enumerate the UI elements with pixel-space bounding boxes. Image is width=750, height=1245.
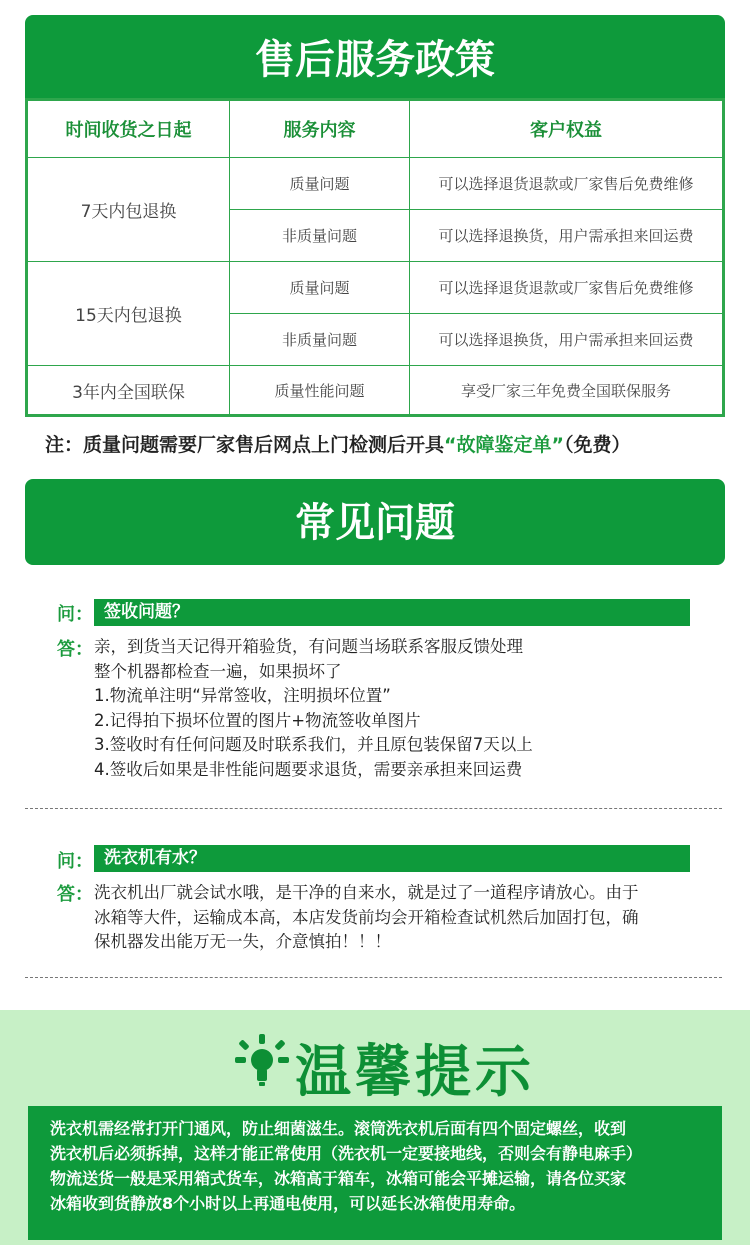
rights-cell: 可以选择退换货，用户需承担来回运费 <box>410 210 724 262</box>
answer-line: 1.物流单注明“异常签收，注明损坏位置” <box>94 686 391 705</box>
answer-line: 2.记得拍下损坏位置的图片+物流签收单图片 <box>94 710 421 730</box>
question-label: 问： <box>57 851 93 872</box>
answer-line: 保机器发出能万无一失，介意慎拍！！！ <box>94 932 391 951</box>
period-cell: 7天内包退换 <box>27 158 230 262</box>
note-suffix: （免费） <box>564 434 631 456</box>
table-row <box>27 158 724 210</box>
table-row <box>27 262 724 314</box>
lightbulb-icon <box>233 1032 291 1094</box>
faq-question-2: 洗衣机有水？ <box>94 845 690 872</box>
tips-line: 冰箱收到货静放8个小时以上再通电使用，可以延长冰箱使用寿命。 <box>50 1194 526 1213</box>
faq-title-banner: 常见问题 <box>25 479 725 565</box>
policy-table <box>25 98 725 417</box>
policy-note <box>45 430 631 457</box>
tips-box <box>28 1106 722 1240</box>
policy-title-banner: 售后服务政策 <box>25 15 725 101</box>
divider <box>25 808 722 809</box>
answer-line: 亲，到货当天记得开箱验货，有问题当场联系客服反馈处理 <box>94 637 523 656</box>
rights-cell: 可以选择退货退款或厂家售后免费维修 <box>410 262 724 314</box>
header-period: 时间收货之日起 <box>27 100 230 158</box>
answer-line: 冰箱等大件，运输成本高，本店发货前均会开箱检查试机然后加固打包，确 <box>94 907 639 927</box>
answer-line: 3.签收时有任何问题及时联系我们，并且原包装保留7天以上 <box>94 735 533 754</box>
tips-section <box>0 1010 750 1245</box>
table-header-row <box>27 100 724 158</box>
note-highlight: “故障鉴定单” <box>444 434 564 456</box>
content-cell: 非质量问题 <box>230 210 410 262</box>
content-cell: 质量性能问题 <box>230 366 410 416</box>
content-cell: 质量问题 <box>230 158 410 210</box>
answer-label: 答： <box>57 884 93 905</box>
rights-cell: 享受厂家三年免费全国联保服务 <box>410 366 724 416</box>
rights-cell: 可以选择退货退款或厂家售后免费维修 <box>410 158 724 210</box>
tips-line: 洗衣机后必须拆掉，这样才能正常使用（洗衣机一定要接地线，否则会有静电麻手） <box>50 1144 643 1163</box>
faq-answer-1 <box>94 635 533 782</box>
table-row <box>27 366 724 416</box>
content-cell: 质量问题 <box>230 262 410 314</box>
question-label: 问： <box>57 604 93 625</box>
content-cell: 非质量问题 <box>230 314 410 366</box>
tips-line: 物流送货一般是采用箱式货车，冰箱高于箱车，冰箱可能会平摊运输，请各位买家 <box>50 1169 627 1188</box>
header-content: 服务内容 <box>230 100 410 158</box>
note-prefix: 注：质量问题需要厂家售后网点上门检测后开具 <box>45 434 445 456</box>
header-rights: 客户权益 <box>410 100 724 158</box>
faq-question-1: 签收问题？ <box>94 599 690 626</box>
tips-line: 洗衣机需经常打开门通风，防止细菌滋生。滚筒洗衣机后面有四个固定螺丝，收到 <box>50 1119 627 1138</box>
rights-cell: 可以选择退换货，用户需承担来回运费 <box>410 314 724 366</box>
answer-line: 整个机器都检查一遍，如果损坏了 <box>94 661 342 681</box>
period-cell: 3年内全国联保 <box>27 366 230 416</box>
answer-label: 答： <box>57 639 93 660</box>
divider <box>25 977 722 978</box>
period-cell: 15天内包退换 <box>27 262 230 366</box>
faq-answer-2 <box>94 881 639 955</box>
answer-line: 4.签收后如果是非性能问题要求退货，需要亲承担来回运费 <box>94 759 523 779</box>
tips-title: 温馨提示 <box>295 1040 535 1105</box>
answer-line: 洗衣机出厂就会试水哦，是干净的自来水，就是过了一道程序请放心。由于 <box>94 883 639 902</box>
